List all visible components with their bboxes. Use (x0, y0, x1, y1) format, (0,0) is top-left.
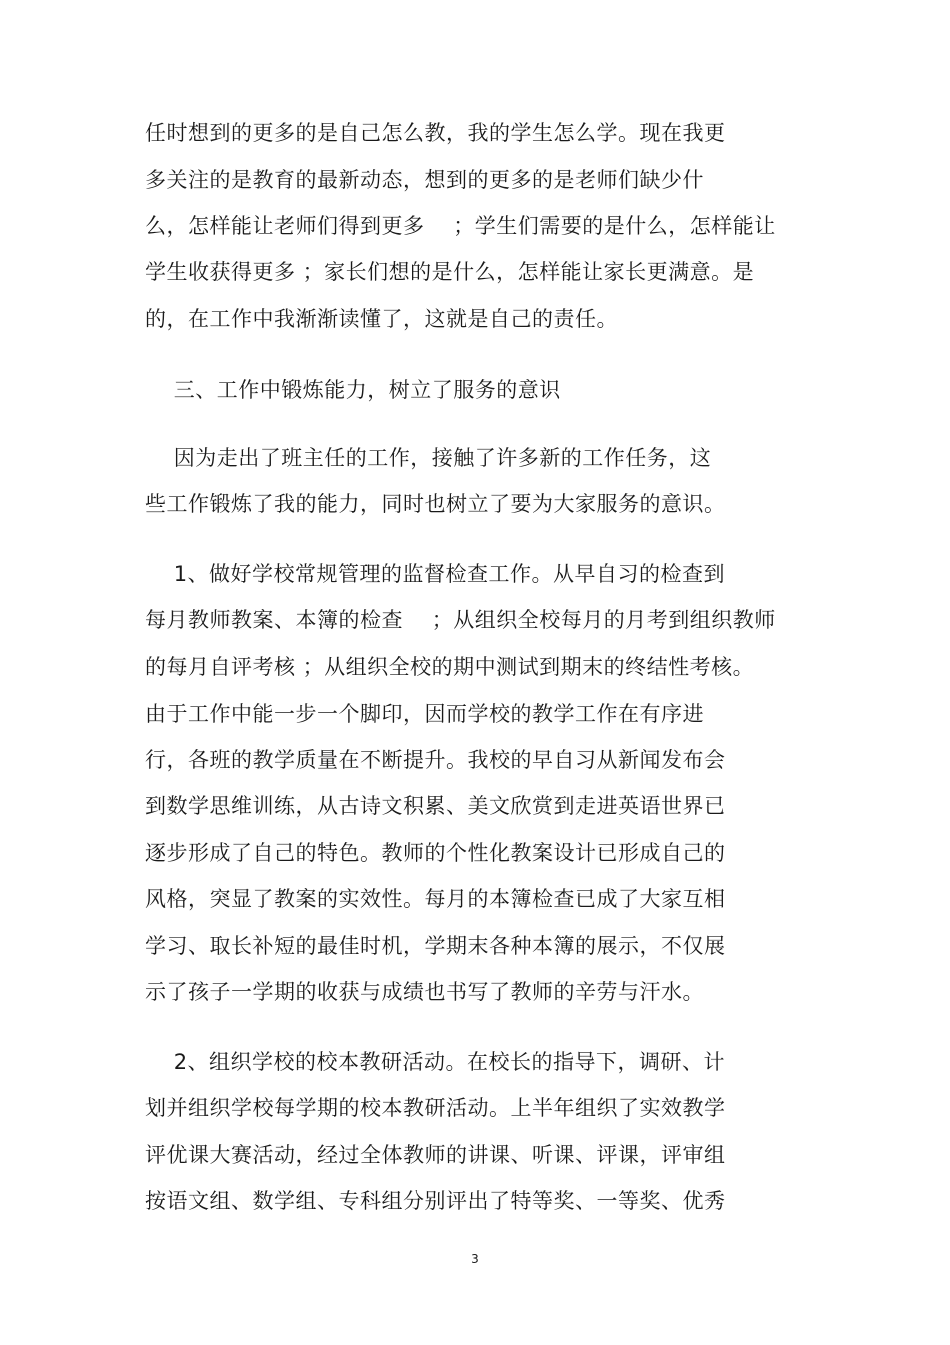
text-line: 行，各班的教学质量在不断提升。我校的早自习从新闻发布会 (145, 748, 726, 772)
text-line: 么，怎样能让老师们得到更多 ；学生们需要的是什么，怎样能让 (145, 214, 776, 238)
text-line: 评优课大赛活动，经过全体教师的讲课、听课、评课，评审组 (145, 1143, 726, 1167)
text-line: 划并组织学校每学期的校本教研活动。上半年组织了实效教学 (145, 1096, 726, 1120)
text-line: 2、组织学校的校本教研活动。在校长的指导下，调研、计 (145, 1050, 726, 1074)
page-number: 3 (471, 1252, 479, 1266)
text-line: 每月教师教案、本簿的检查 ；从组织全校每月的月考到组织教师 (145, 608, 776, 632)
text-line: 因为走出了班主任的工作，接触了许多新的工作任务，这 (145, 446, 712, 470)
text-line: 些工作锻炼了我的能力，同时也树立了要为大家服务的意识。 (145, 492, 726, 516)
text-line: 的每月自评考核 ；从组织全校的期中测试到期末的终结性考核。 (145, 655, 755, 679)
text-line: 学生收获得更多 ；家长们想的是什么，怎样能让家长更满意。是 (145, 260, 755, 284)
text-line: 风格，突显了教案的实效性。每月的本簿检查已成了大家互相 (145, 887, 726, 911)
text-line: 1、做好学校常规管理的监督检查工作。从早自习的检查到 (145, 562, 726, 586)
text-line: 到数学思维训练，从古诗文积累、美文欣赏到走进英语世界已 (145, 794, 726, 818)
text-line: 学习、取长补短的最佳时机，学期末各种本簿的展示，不仅展 (145, 934, 726, 958)
text-line: 多关注的是教育的最新动态，想到的更多的是老师们缺少什 (145, 168, 704, 192)
section-heading: 三、工作中锻炼能力，树立了服务的意识 (145, 378, 561, 402)
text-line: 的，在工作中我渐渐读懂了，这就是自己的责任。 (145, 307, 618, 331)
text-line: 由于工作中能一步一个脚印，因而学校的教学工作在有序进 (145, 702, 704, 726)
text-line: 按语文组、数学组、专科组分别评出了特等奖、一等奖、优秀 (145, 1189, 726, 1213)
text-line: 示了孩子一学期的收获与成绩也书写了教师的辛劳与汗水。 (145, 980, 704, 1004)
text-line: 逐步形成了自己的特色。教师的个性化教案设计已形成自己的 (145, 841, 726, 865)
text-line: 任时想到的更多的是自己怎么教，我的学生怎么学。现在我更 (145, 121, 726, 145)
